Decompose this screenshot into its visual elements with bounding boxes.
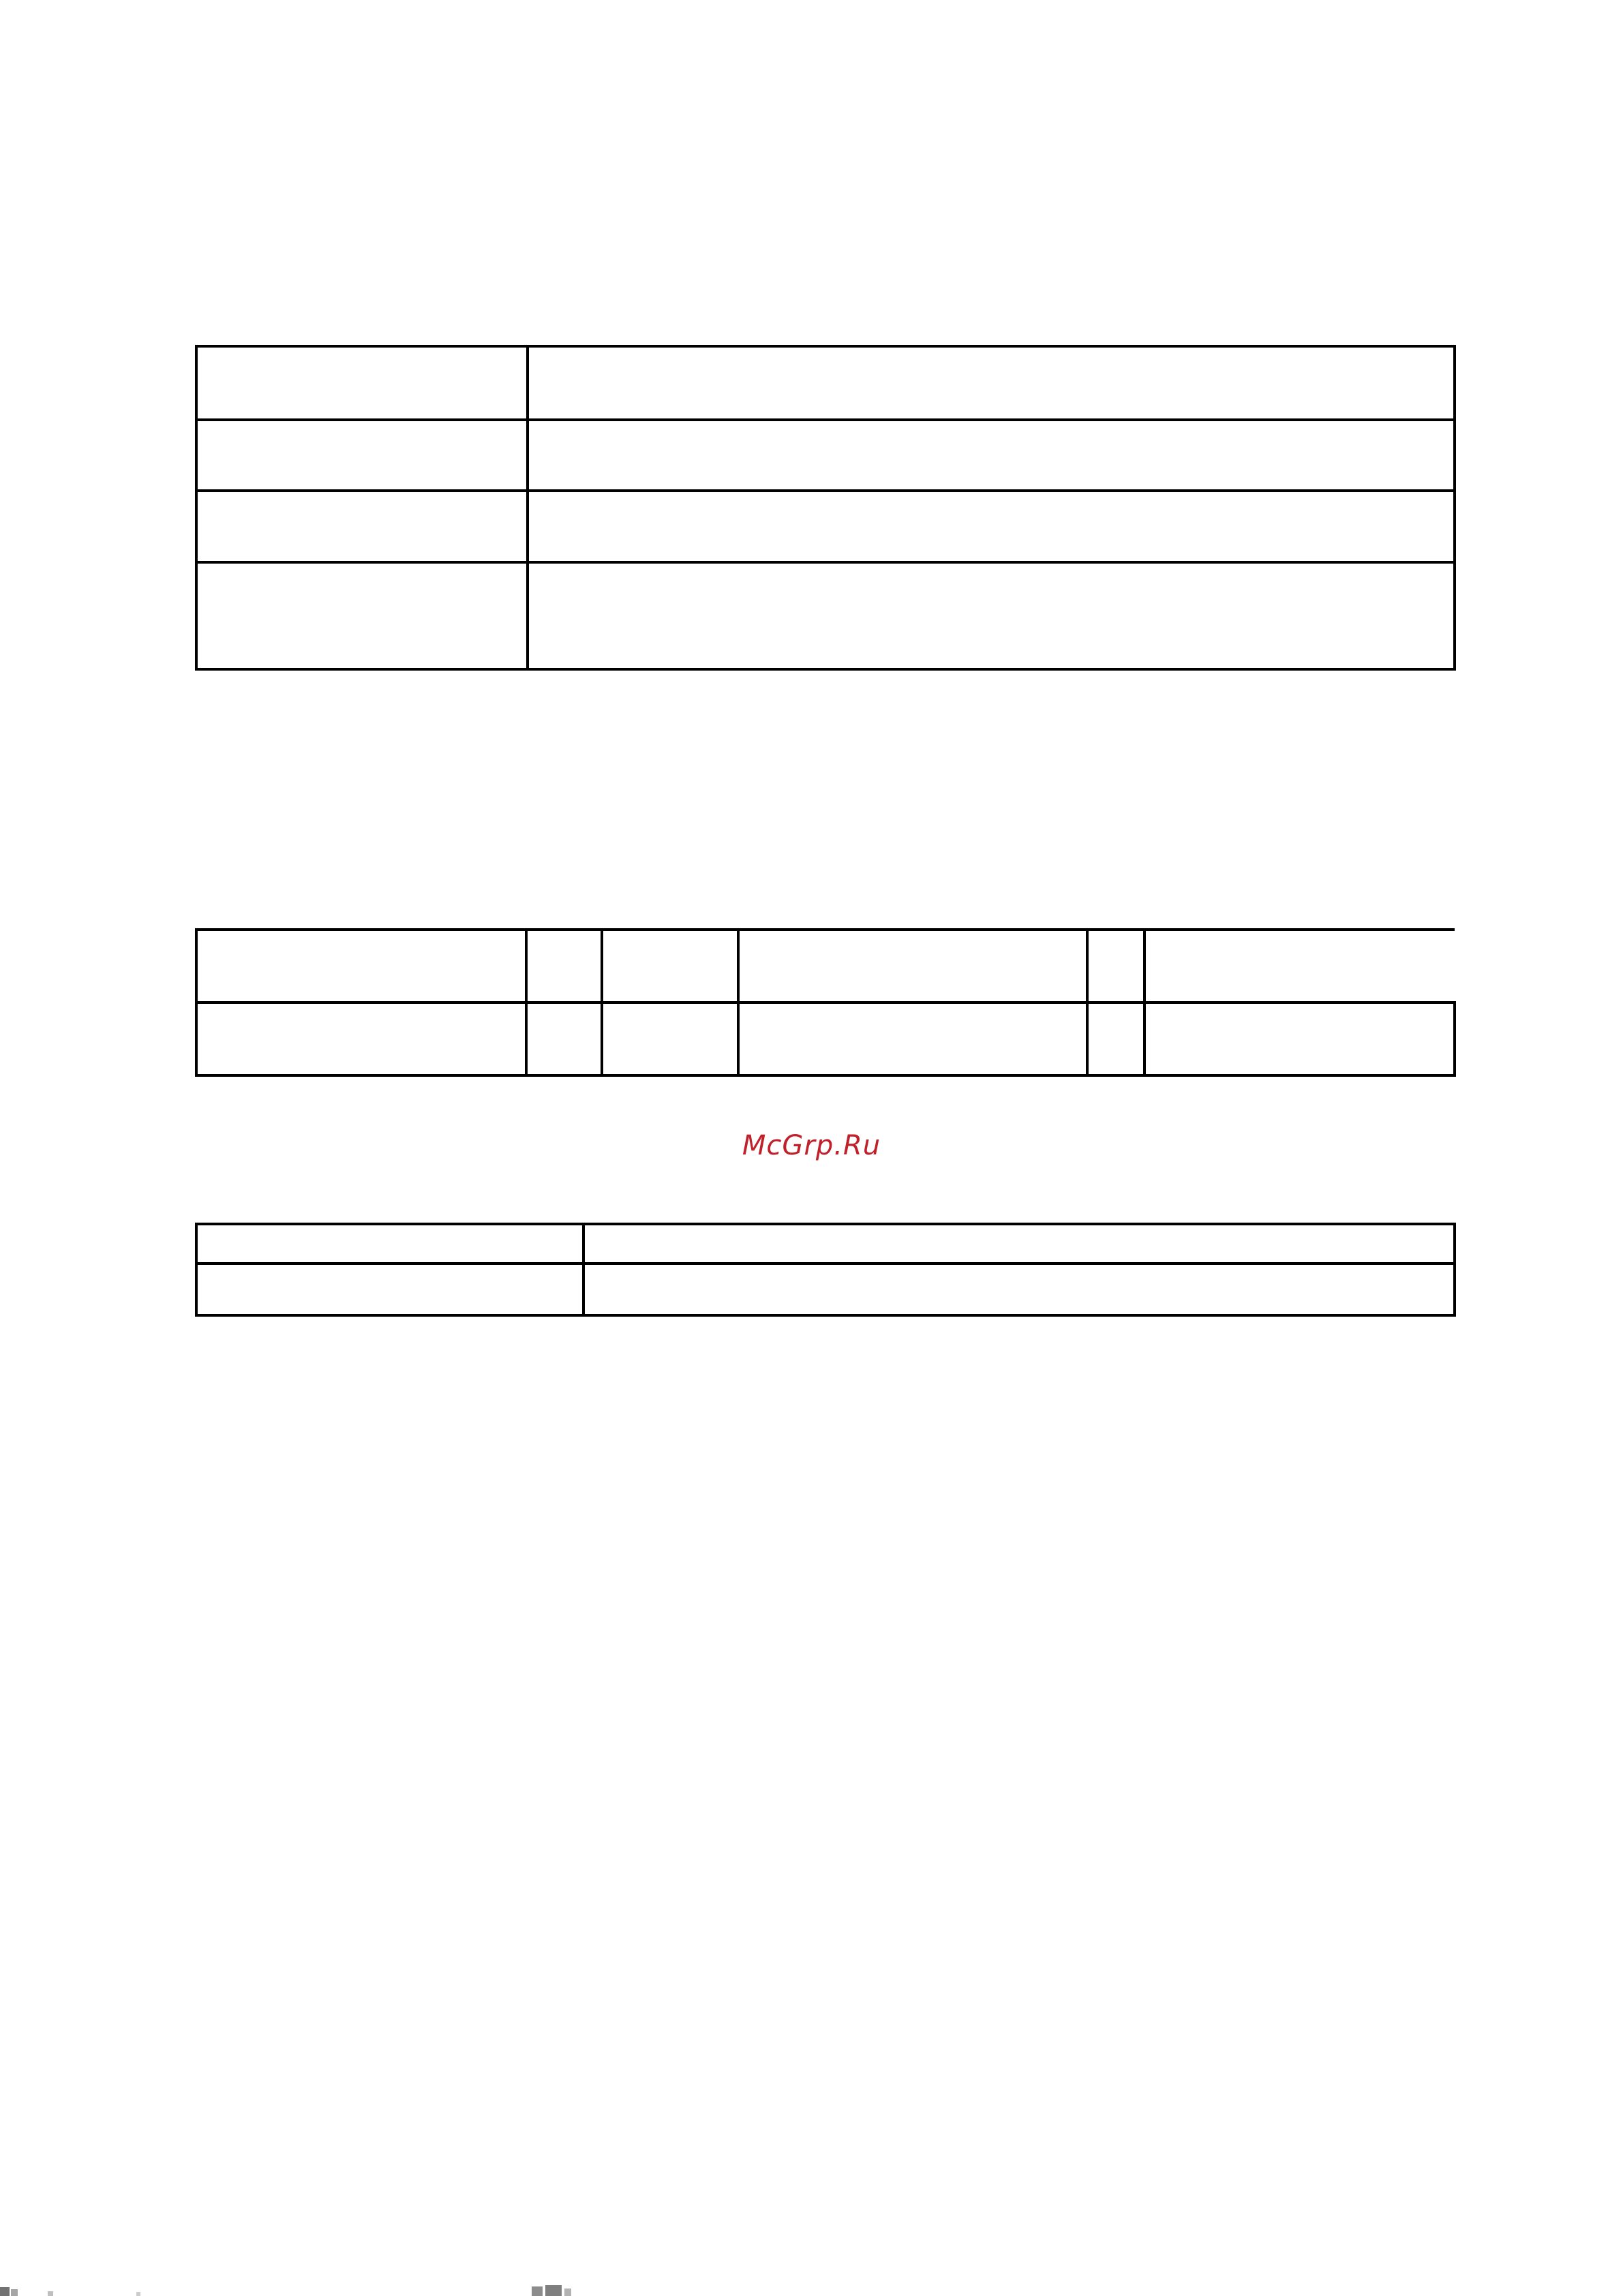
- table-1: [195, 345, 1456, 671]
- table-row: [196, 346, 1455, 420]
- table-cell: [526, 1002, 602, 1075]
- table-row: [196, 420, 1455, 491]
- table-2: [195, 928, 1456, 1077]
- table-cell: [196, 1264, 583, 1315]
- table-cell: [738, 1002, 1087, 1075]
- table-cell: [583, 1264, 1455, 1315]
- table-cell: [528, 420, 1455, 491]
- table-cell: [738, 930, 1087, 1002]
- table-row: [196, 1264, 1455, 1315]
- table-cell: [196, 346, 528, 420]
- table-cell: [196, 491, 528, 562]
- table-cell: [583, 1224, 1455, 1264]
- table-cell: [1087, 1002, 1144, 1075]
- watermark-text: McGrp.Ru: [742, 1130, 881, 1161]
- table-cell: [526, 930, 602, 1002]
- table-cell: [1144, 1002, 1455, 1075]
- table-row: [196, 930, 1455, 1002]
- table-cell: [196, 930, 526, 1002]
- table-cell: [528, 491, 1455, 562]
- table-cell: [196, 1002, 526, 1075]
- table-cell: [196, 1224, 583, 1264]
- table-row: [196, 1002, 1455, 1075]
- table-cell: [528, 346, 1455, 420]
- table-row: [196, 1224, 1455, 1264]
- table-cell: [602, 1002, 738, 1075]
- table-cell: [1087, 930, 1144, 1002]
- table-3: [195, 1223, 1456, 1317]
- footer-artifact: [0, 2283, 613, 2296]
- table-cell: [1144, 930, 1455, 1002]
- table-row: [196, 491, 1455, 562]
- table-cell: [528, 562, 1455, 669]
- table-row: [196, 562, 1455, 669]
- table-cell: [196, 420, 528, 491]
- table-cell: [196, 562, 528, 669]
- table-cell: [602, 930, 738, 1002]
